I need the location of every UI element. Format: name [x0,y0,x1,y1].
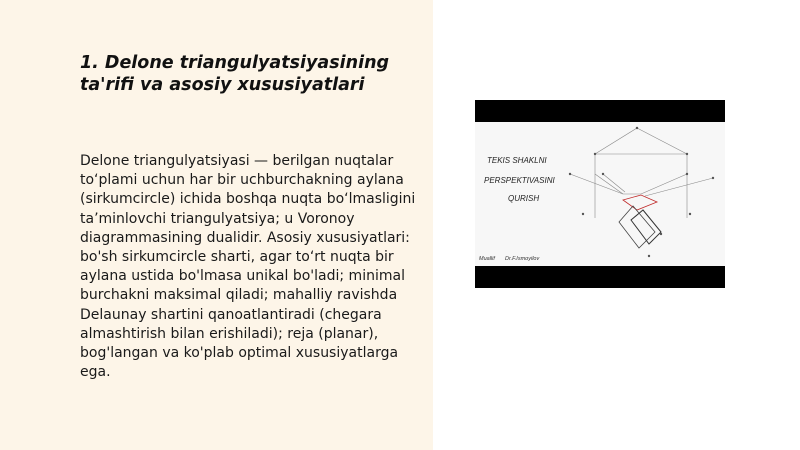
video-title-line-3: QURISH [508,194,540,203]
slide-title: 1. Delone triangulyatsiyasining ta'rifi va asosiy xususiyatlari [80,53,390,95]
video-frame-content [475,122,725,266]
large-square-outer [619,206,655,248]
construction-lines [570,128,713,218]
video-credit-author-label: Muallif [479,256,495,262]
small-red-quad [623,195,657,210]
large-square [631,210,661,244]
perspective-drawing [475,122,725,266]
video-player[interactable] [475,100,725,288]
video-title-line-2: PERSPEKTIVASINI [484,176,555,185]
video-credit-author-name: Dr.F.Ismoyilov [505,256,540,262]
construction-points [569,127,714,257]
slide-body-text: Delone triangulyatsiyasi — berilgan nuqtalar to‘plami uchun har bir uchburchakning aylana (sirkumcircle) ichida boshqa nuqta bo‘lmasligini ta’minlovchi triangulyatsiya; u Voronoy diagrammasining dualidir. Asosiy xususiyatlari: bo'sh sirkumcircle sharti, agar to‘rt nuqta bir aylana ustida bo'lmasa unikal bo'ladi; minimal burchakni maksimal qiladi; mahalliy ravishda Delaunay shartini qanoatlantiradi (chegara almashtirish bilan erishiladi); reja (planar), bog'langan va ko'plab optimal xususiyatlarga ega. [80,153,416,381]
video-title-line-1: TEKIS SHAKLNI [487,156,547,165]
